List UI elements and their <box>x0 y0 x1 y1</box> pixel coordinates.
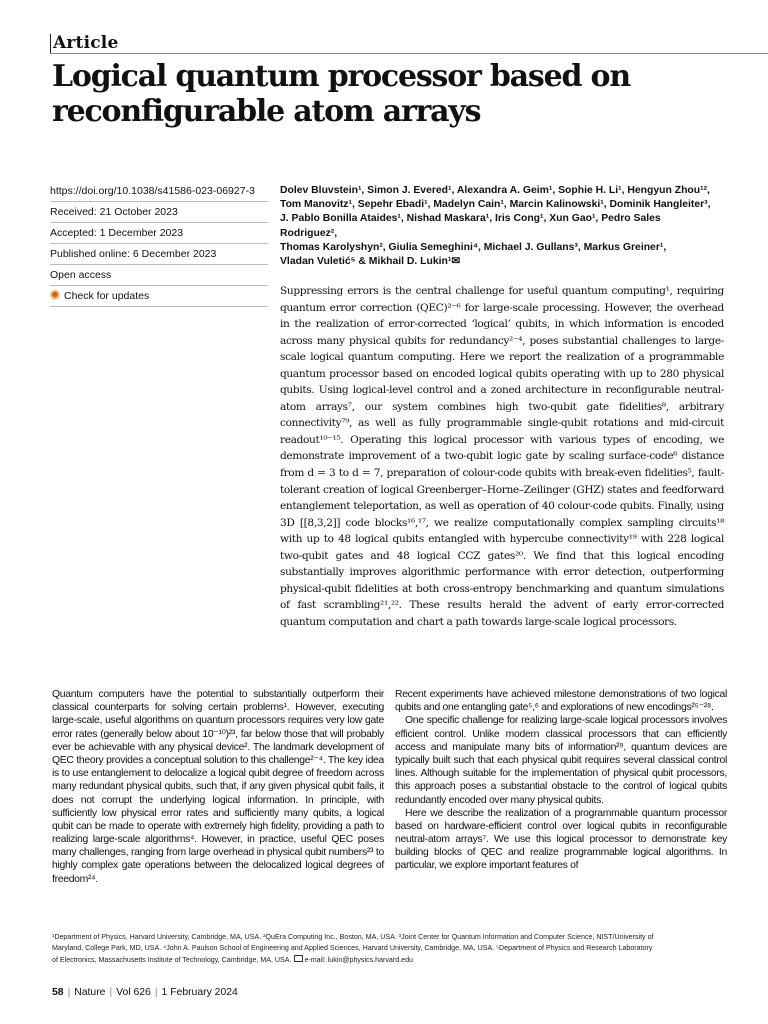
doi-link[interactable]: https://doi.org/10.1038/s41586-023-06927-3 <box>50 185 255 197</box>
page-footer: 58 | Nature | Vol 626 | 1 February 2024 <box>52 987 238 998</box>
page-number: 58 <box>52 987 64 998</box>
body-paragraph: Quantum computers have the potential to substantially outperform their classical counterparts for solving certain problems¹. However, executing large-scale, useful algorithms on quantum processors requires very low gate error rates (generally below about 10⁻¹⁰)²³, far below those that will probably ever be achievable with any physical device². The landmark development of QEC theory provides a conceptual solution to this challenge²⁻⁴. The key idea is to use entanglement to delocalize a logical qubit degree of freedom across many redundant physical qubits, such that, if any given physical qubit fails, it does not corrupt the underlying logical information. In principle, with sufficiently low physical error rates and sufficiently many qubits, a logical qubit can be made to operate with extremely high fidelity, providing a path to realizing large-scale algorithms⁴. However, in practice, useful QEC poses many challenges, ranging from large overhead in physical qubit numbers²³ to highly complex gate operations between the delocalized logical degrees of freedom²⁴. <box>52 689 384 885</box>
abstract <box>280 283 724 630</box>
footnote-line <box>52 955 724 966</box>
published-date: Published online: 6 December 2023 <box>50 243 268 264</box>
check-updates-button[interactable] <box>50 285 268 307</box>
body-column-left <box>52 688 384 886</box>
author-line: Vladan Vuletić⁵ & Mikhail D. Lukin¹✉ <box>280 256 461 268</box>
article-type-label: Article <box>53 33 119 53</box>
check-updates-label: Check for updates <box>64 290 150 302</box>
body-paragraph: Recent experiments have achieved milestone demonstrations of two logical qubits and one entangling gate⁵,⁶ and explorations of new encodings²⁵⁻²⁸. <box>395 689 727 714</box>
volume: Vol 626 <box>116 987 151 998</box>
affiliations-footnote <box>52 932 724 966</box>
issue-date: 1 February 2024 <box>161 987 238 998</box>
contact-email[interactable]: e-mail: lukin@physics.harvard.edu <box>304 955 413 964</box>
footnote-line: ¹Department of Physics, Harvard University, Cambridge, MA, USA. ²QuEra Computing Inc., Boston, MA, USA. ³Joint Center for Quantum Information and Computer Science, NIST/University of <box>52 933 654 941</box>
author-line: Tom Manovitz¹, Sepehr Ebadi¹, Madelyn Cain¹, Marcin Kalinowski¹, Dominik Hangleiter³, <box>280 199 711 211</box>
author-line: Thomas Karolyshyn², Giulia Semeghini⁴, Michael J. Gullans³, Markus Greiner¹, <box>280 241 667 253</box>
body-paragraph: One specific challenge for realizing large-scale logical processors involves efficient control. Unlike modern classical processors that can efficiently access and manipulate many bits of information²⁹, quantum devices are typically built such that each physical qubit requires several classical control lines. Although suitable for the implementation of physical qubit processors, this approach poses a substantial obstacle to the control of logical qubits redundantly encoded over many physical qubits. <box>395 715 727 806</box>
body-paragraph: Here we describe the realization of a programmable quantum processor based on hardware-efficient control over logical qubits in reconfigurable neutral-atom arrays⁷. We use this logical processor to demonstrate key building blocks of QEC and realize programmable logical algorithms. In particular, we explore important features of <box>395 807 727 872</box>
title-line-1: Logical quantum processor based on <box>52 59 630 94</box>
article-title <box>52 59 752 129</box>
crossmark-icon <box>50 290 60 300</box>
email-icon <box>294 955 303 962</box>
open-access-label: Open access <box>50 264 268 285</box>
article-metadata <box>50 181 268 307</box>
title-line-2: reconfigurable atom arrays <box>52 94 481 129</box>
received-date: Received: 21 October 2023 <box>50 201 268 222</box>
author-line: Dolev Bluvstein¹, Simon J. Evered¹, Alexandra A. Geim¹, Sophie H. Li¹, Hengyun Zhou¹², <box>280 185 710 196</box>
author-line: J. Pablo Bonilla Ataides¹, Nishad Maskara¹, Iris Cong¹, Xun Gao¹, Pedro Sales Rodriguez², <box>280 213 661 239</box>
section-rule <box>50 34 51 54</box>
header-divider <box>50 53 768 54</box>
abstract-text: Suppressing errors is the central challenge for useful quantum computing¹, requiring quantum error correction (QEC)²⁻⁶ for large-scale processing. However, the overhead in the realization of error-corrected ‘logical’ qubits, in which information is encoded across many physical qubits for redundancy²⁻⁴, poses substantial challenges to large-scale logical quantum computing. Here we report the realization of a programmable quantum processor based on encoded logical qubits operating with up to 280 physical qubits. Using logical-level control and a zoned architecture in reconfigurable neutral-atom arrays⁷, our system combines high two-qubit gate fidelities⁸, arbitrary connectivity⁷⁹, as well as fully programmable single-qubit rotations and mid-circuit readout¹⁰⁻¹⁵. Operating this logical processor with various types of encoding, we demonstrate improvement of a two-qubit logic gate by scaling surface-code⁶ distance from d = 3 to d = 7, preparation of colour-code qubits with break-even fidelities⁵, fault-tolerant creation of logical Greenberger–Horne–Zeilinger (GHZ) states and feedforward entanglement teleportation, as well as operation of 40 colour-code qubits. Finally, using 3D [[8,3,2]] code blocks¹⁶,¹⁷, we realize computationally complex sampling circuits¹⁸ with up to 48 logical qubits entangled with hypercube connectivity¹⁹ with 228 logical two-qubit gates and 48 logical CCZ gates²⁰. We find that this logical encoding substantially improves algorithmic performance with error detection, outperforming physical-qubit fidelities at both cross-entropy benchmarking and quantum simulations of fast scrambling²¹,²². These results herald the advent of early error-corrected quantum computation and chart a path towards large-scale logical processors. <box>280 285 724 628</box>
footnote-line: Maryland, College Park, MD, USA. ⁴John A. Paulson School of Engineering and Applied Sciences, Harvard University, Cambridge, MA, USA. ⁵Department of Physics and Research Laboratory <box>52 944 653 953</box>
body-column-right <box>395 688 727 873</box>
author-list <box>280 184 720 269</box>
accepted-date: Accepted: 1 December 2023 <box>50 222 268 243</box>
footnote-affiliation: of Electronics, Massachusetts Institute of Technology, Cambridge, MA, USA. <box>52 955 292 964</box>
journal-name: Nature <box>74 987 106 998</box>
